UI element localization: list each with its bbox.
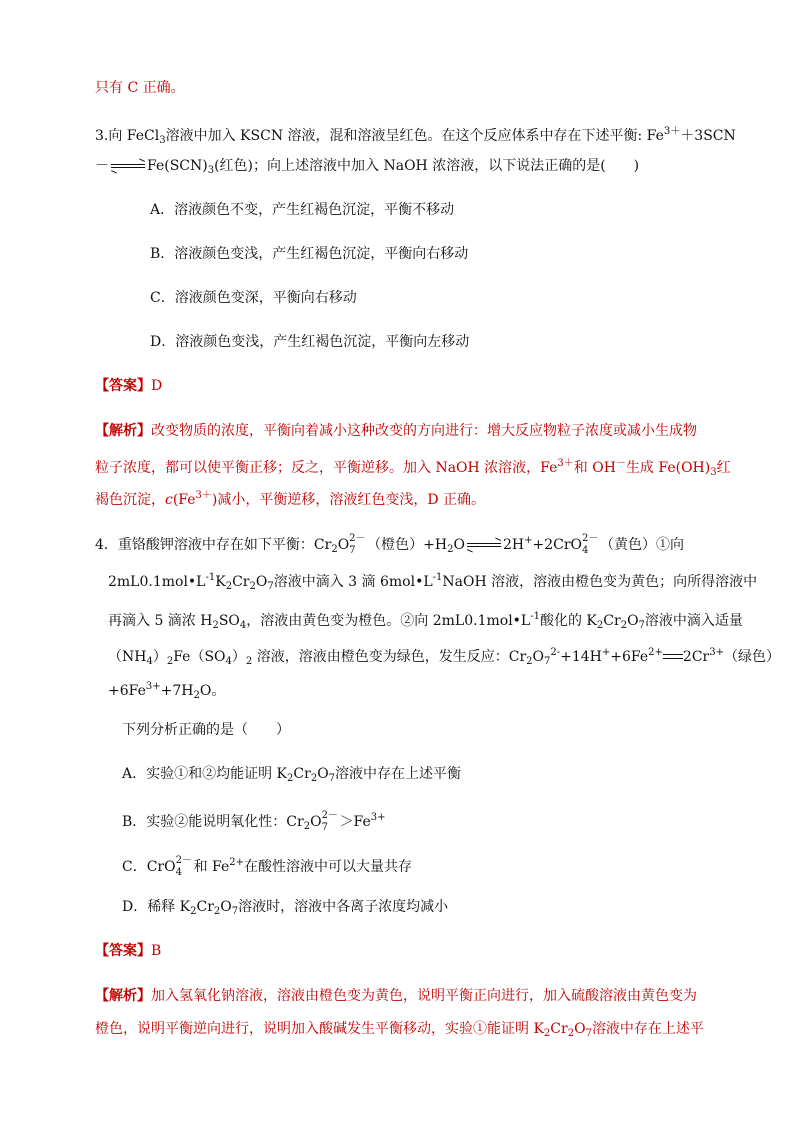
q4-prompt: 下列分析正确的是（ ）	[122, 722, 290, 738]
q4-option-b: B．实验②能说明氧化性：$Cr_2O$ 2－ 7 $>Fe^{3+}$	[122, 810, 386, 833]
q3-stem-line1: 3.向 FeCl$_3$溶液中加入 KSCN 溶液，混和溶液呈红色。在这个反应体系中存在下述平衡: $Fe^{3+}+3SCN$	[95, 126, 736, 146]
q3-option-d: D．溶液颜色变浅，产生红褐色沉淀，平衡向左移动	[150, 334, 470, 350]
q4-stem-line4: $(NH_4)_2Fe(SO_4)_2$ 溶液，溶液由橙色变为绿色，发生反应：$Cr_2O_7^{2-}+14H^++6Fe^{2+}$ $2Cr^{3+}$（绿色）	[108, 647, 780, 667]
q3-answer: 【答案】D	[95, 378, 163, 394]
q3-option-c: C．溶液颜色变深，平衡向右移动	[150, 290, 357, 306]
q4-stem-line3: 再滴入 5 滴浓 $H_2SO_4$，溶液由黄色变为橙色。②向 $2mL0.1mol•L^{-1}$酸化的 $K_2Cr_2O_7$溶液中滴入适量	[108, 611, 743, 631]
q4-analysis-line2: 橙色，说明平衡逆向进行，说明加入酸碱发生平衡移动，实验①能证明 $K_2Cr_2O_7$溶液中存在上述平	[95, 1021, 704, 1039]
q4-option-d: D．稀释 $K_2Cr_2O_7$溶液时，溶液中各离子浓度均减小	[122, 899, 449, 917]
equals-sign-icon	[663, 653, 683, 661]
q3-analysis-line3: 褐色沉淀，$c(Fe^{3+})$减小，平衡逆移，溶液红色变浅，D 正确。	[95, 490, 486, 508]
equilibrium-arrow-icon	[111, 161, 145, 171]
q4-answer: 【答案】B	[95, 943, 162, 959]
q4-stem-line1: 4．重铬酸钾溶液中存在如下平衡：$Cr_2O$ 2－ 7 （橙色）$+H_2O$ 2H++2CrO 2－ 4 （黄色）①向	[95, 533, 685, 556]
q3-stem-line2: － $Fe(SCN)_3$(红色)；向上述溶液中加入 NaOH 浓溶液，以下说法正确的是( )	[95, 158, 640, 176]
q4-stem-line5: $+6Fe^{3+}+7H_2O$。	[108, 681, 226, 701]
equilibrium-arrow-icon	[467, 540, 501, 550]
q3-option-b: B．溶液颜色变浅，产生红褐色沉淀，平衡向右移动	[150, 246, 469, 262]
previous-answer-tail: 只有 C 正确。	[95, 80, 185, 96]
q4-option-c: C．CrO 2－ 4 和 $Fe^{2+}$在酸性溶液中可以大量共存	[122, 855, 413, 878]
q4-option-a: A．实验①和②均能证明 $K_2Cr_2O_7$溶液中存在上述平衡	[122, 766, 462, 784]
q3-analysis-line1: 【解析】改变物质的浓度，平衡向着减小这种改变的方向进行：增大反应物粒子浓度或减小生成物	[95, 423, 697, 439]
q4-stem-line2: $2mL0.1mol•L^{-1}K_2Cr_2O_7$溶液中滴入 3 滴 $6mol•L^{-1}NaOH$ 溶液，溶液由橙色变为黄色；向所得溶液中	[108, 572, 758, 592]
q3-analysis-line2: 粒子浓度，都可以使平衡正移；反之，平衡逆移。加入 NaOH 浓溶液，$Fe^{3+}$和 OH－生成 $Fe(OH)_3$红	[95, 458, 731, 478]
q4-analysis-line1: 【解析】加入氢氧化钠溶液，溶液由橙色变为黄色，说明平衡正向进行，加入硫酸溶液由黄色变为	[95, 988, 697, 1004]
q3-option-a: A．溶液颜色不变，产生红褐色沉淀，平衡不移动	[150, 202, 455, 218]
